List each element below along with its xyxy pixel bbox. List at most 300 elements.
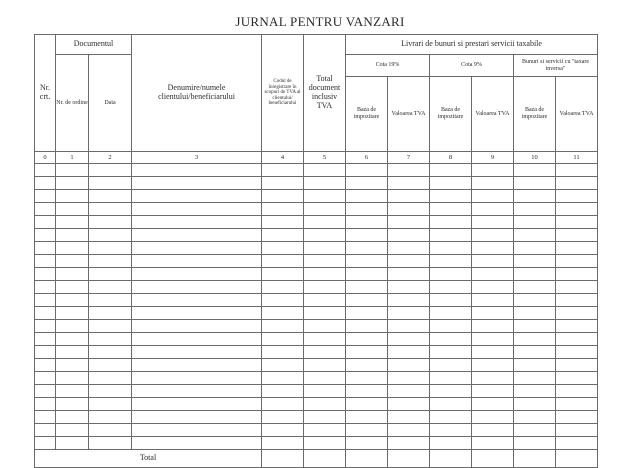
table-cell[interactable] (304, 164, 346, 177)
table-cell[interactable] (472, 242, 514, 255)
table-cell[interactable] (132, 229, 262, 242)
table-cell[interactable] (514, 281, 556, 294)
table-cell[interactable] (388, 307, 430, 320)
table-cell[interactable] (346, 437, 388, 450)
table-cell[interactable] (56, 333, 89, 346)
table-cell[interactable] (430, 333, 472, 346)
table-cell[interactable] (472, 177, 514, 190)
table-cell[interactable] (132, 255, 262, 268)
table-cell[interactable] (514, 346, 556, 359)
table-cell[interactable] (556, 164, 598, 177)
table-cell[interactable] (346, 385, 388, 398)
table-cell[interactable] (388, 268, 430, 281)
table-cell[interactable] (35, 307, 56, 320)
table-cell[interactable] (430, 177, 472, 190)
table-cell[interactable] (304, 372, 346, 385)
table-cell[interactable] (514, 242, 556, 255)
table-cell[interactable] (556, 385, 598, 398)
table-cell[interactable] (346, 229, 388, 242)
table-cell[interactable] (472, 216, 514, 229)
table-cell[interactable] (89, 229, 132, 242)
column-number: 2 (89, 152, 132, 164)
table-cell[interactable] (89, 372, 132, 385)
table-cell[interactable] (388, 320, 430, 333)
table-cell[interactable] (56, 164, 89, 177)
table-cell[interactable] (35, 164, 56, 177)
table-cell[interactable] (56, 307, 89, 320)
table-cell[interactable] (430, 320, 472, 333)
table-cell[interactable] (472, 372, 514, 385)
table-cell[interactable] (304, 294, 346, 307)
table-cell[interactable] (35, 216, 56, 229)
table-cell[interactable] (89, 294, 132, 307)
table-cell[interactable] (304, 359, 346, 372)
table-cell[interactable] (89, 177, 132, 190)
table-cell[interactable] (56, 385, 89, 398)
table-cell[interactable] (514, 268, 556, 281)
table-cell[interactable] (430, 281, 472, 294)
table-cell[interactable] (56, 424, 89, 437)
table-cell[interactable] (472, 307, 514, 320)
table-cell[interactable] (556, 307, 598, 320)
table-cell[interactable] (388, 294, 430, 307)
table-cell[interactable] (346, 255, 388, 268)
table-cell[interactable] (472, 333, 514, 346)
table-cell[interactable] (346, 190, 388, 203)
table-cell[interactable] (556, 372, 598, 385)
table-cell[interactable] (388, 385, 430, 398)
table-cell[interactable] (132, 164, 262, 177)
table-cell[interactable] (35, 411, 56, 424)
table-row (35, 411, 598, 424)
header-denumire-client: Denumire/numele clientului/beneficiarului (132, 35, 262, 152)
table-cell[interactable] (262, 411, 304, 424)
table-cell[interactable] (304, 190, 346, 203)
table-cell[interactable] (556, 203, 598, 216)
table-cell[interactable] (514, 385, 556, 398)
column-number: 6 (346, 152, 388, 164)
table-cell[interactable] (262, 437, 304, 450)
table-cell[interactable] (472, 346, 514, 359)
table-cell[interactable] (35, 346, 56, 359)
header-baza-impozitare: Baza de impozitare (430, 77, 472, 152)
table-cell[interactable] (388, 411, 430, 424)
table-cell[interactable] (472, 164, 514, 177)
table-cell[interactable] (132, 203, 262, 216)
table-cell[interactable] (35, 359, 56, 372)
table-cell[interactable] (430, 268, 472, 281)
table-cell[interactable] (132, 346, 262, 359)
total-cell[interactable] (304, 450, 346, 468)
table-cell[interactable] (56, 398, 89, 411)
table-cell[interactable] (514, 307, 556, 320)
table-cell[interactable] (514, 437, 556, 450)
column-number: 8 (430, 152, 472, 164)
table-cell[interactable] (388, 372, 430, 385)
table-cell[interactable] (132, 242, 262, 255)
table-cell[interactable] (35, 229, 56, 242)
table-cell[interactable] (430, 294, 472, 307)
table-cell[interactable] (304, 333, 346, 346)
table-cell[interactable] (388, 216, 430, 229)
table-cell[interactable] (472, 203, 514, 216)
table-cell[interactable] (262, 229, 304, 242)
table-row (35, 242, 598, 255)
table-cell[interactable] (132, 333, 262, 346)
table-row (35, 424, 598, 437)
table-cell[interactable] (304, 385, 346, 398)
header-documentul: Documentul (56, 35, 132, 55)
table-cell[interactable] (346, 294, 388, 307)
table-cell[interactable] (472, 320, 514, 333)
table-cell[interactable] (472, 398, 514, 411)
table-cell[interactable] (304, 424, 346, 437)
table-cell[interactable] (388, 437, 430, 450)
table-cell[interactable] (132, 437, 262, 450)
table-cell[interactable] (132, 320, 262, 333)
table-cell[interactable] (388, 203, 430, 216)
table-cell[interactable] (472, 437, 514, 450)
table-cell[interactable] (132, 268, 262, 281)
column-number-row (35, 152, 598, 164)
table-row (35, 177, 598, 190)
table-cell[interactable] (346, 320, 388, 333)
table-cell[interactable] (132, 216, 262, 229)
table-cell[interactable] (304, 307, 346, 320)
table-cell[interactable] (514, 229, 556, 242)
table-cell[interactable] (388, 281, 430, 294)
table-cell[interactable] (346, 268, 388, 281)
total-cell[interactable] (556, 450, 598, 468)
table-cell[interactable] (35, 294, 56, 307)
table-cell[interactable] (472, 294, 514, 307)
table-cell[interactable] (132, 294, 262, 307)
table-cell[interactable] (346, 398, 388, 411)
table-cell[interactable] (89, 268, 132, 281)
table-cell[interactable] (430, 411, 472, 424)
table-cell[interactable] (35, 268, 56, 281)
table-cell[interactable] (35, 281, 56, 294)
table-cell[interactable] (556, 359, 598, 372)
table-cell[interactable] (430, 190, 472, 203)
table-cell[interactable] (514, 411, 556, 424)
table-row (35, 333, 598, 346)
table-cell[interactable] (388, 424, 430, 437)
table-cell[interactable] (56, 372, 89, 385)
table-cell[interactable] (472, 411, 514, 424)
table-cell[interactable] (56, 268, 89, 281)
total-cell[interactable] (388, 450, 430, 468)
table-cell[interactable] (304, 398, 346, 411)
header-cod-tva: Codul de înregistrare în scopuri de TVA al clientului/ beneficiarului (262, 35, 304, 152)
table-cell[interactable] (89, 424, 132, 437)
column-number: 3 (132, 152, 262, 164)
table-cell[interactable] (472, 229, 514, 242)
header-livrari-taxabile: Livrari de bunuri si prestari servicii taxabile (346, 35, 598, 55)
table-cell[interactable] (556, 424, 598, 437)
table-cell[interactable] (132, 359, 262, 372)
table-cell[interactable] (56, 281, 89, 294)
total-cell[interactable] (346, 450, 388, 468)
table-cell[interactable] (304, 320, 346, 333)
table-cell[interactable] (35, 333, 56, 346)
table-cell[interactable] (35, 203, 56, 216)
table-cell[interactable] (35, 255, 56, 268)
table-cell[interactable] (56, 242, 89, 255)
table-cell[interactable] (89, 411, 132, 424)
table-cell[interactable] (388, 164, 430, 177)
table-cell[interactable] (388, 229, 430, 242)
table-cell[interactable] (472, 281, 514, 294)
column-number: 11 (556, 152, 598, 164)
table-cell[interactable] (35, 372, 56, 385)
table-cell[interactable] (346, 164, 388, 177)
table-cell[interactable] (346, 333, 388, 346)
column-number: 4 (262, 152, 304, 164)
table-cell[interactable] (304, 268, 346, 281)
table-cell[interactable] (346, 372, 388, 385)
table-cell[interactable] (132, 281, 262, 294)
table-cell[interactable] (89, 437, 132, 450)
table-cell[interactable] (35, 424, 56, 437)
table-cell[interactable] (556, 294, 598, 307)
table-cell[interactable] (56, 255, 89, 268)
table-cell[interactable] (304, 216, 346, 229)
table-cell[interactable] (556, 437, 598, 450)
table-cell[interactable] (346, 177, 388, 190)
table-cell[interactable] (56, 359, 89, 372)
table-cell[interactable] (35, 385, 56, 398)
table-cell[interactable] (304, 177, 346, 190)
table-row (35, 281, 598, 294)
table-cell[interactable] (346, 359, 388, 372)
table-cell[interactable] (430, 424, 472, 437)
table-cell[interactable] (430, 203, 472, 216)
table-cell[interactable] (262, 242, 304, 255)
table-cell[interactable] (430, 346, 472, 359)
table-cell[interactable] (430, 164, 472, 177)
table-cell[interactable] (35, 320, 56, 333)
table-cell[interactable] (89, 164, 132, 177)
table-cell[interactable] (304, 203, 346, 216)
table-cell[interactable] (262, 333, 304, 346)
table-cell[interactable] (132, 177, 262, 190)
table-cell[interactable] (89, 333, 132, 346)
table-cell[interactable] (56, 177, 89, 190)
table-cell[interactable] (430, 216, 472, 229)
table-cell[interactable] (262, 372, 304, 385)
table-cell[interactable] (514, 333, 556, 346)
table-cell[interactable] (514, 372, 556, 385)
table-cell[interactable] (346, 346, 388, 359)
table-cell[interactable] (472, 255, 514, 268)
table-cell[interactable] (89, 255, 132, 268)
table-cell[interactable] (35, 437, 56, 450)
table-cell[interactable] (556, 398, 598, 411)
table-cell[interactable] (304, 411, 346, 424)
table-cell[interactable] (472, 359, 514, 372)
table-cell[interactable] (556, 190, 598, 203)
table-cell[interactable] (388, 255, 430, 268)
table-cell[interactable] (262, 216, 304, 229)
table-cell[interactable] (89, 346, 132, 359)
table-cell[interactable] (388, 346, 430, 359)
table-cell[interactable] (346, 242, 388, 255)
table-cell[interactable] (89, 307, 132, 320)
table-cell[interactable] (132, 385, 262, 398)
table-row (35, 229, 598, 242)
table-cell[interactable] (556, 242, 598, 255)
table-cell[interactable] (430, 372, 472, 385)
table-cell[interactable] (89, 216, 132, 229)
table-cell[interactable] (556, 216, 598, 229)
table-cell[interactable] (514, 164, 556, 177)
table-cell[interactable] (472, 190, 514, 203)
table-cell[interactable] (556, 320, 598, 333)
table-cell[interactable] (304, 242, 346, 255)
table-cell[interactable] (56, 411, 89, 424)
header-baza-impozitare: Baza de impozitare (514, 77, 556, 152)
table-row (35, 346, 598, 359)
table-row (35, 203, 598, 216)
table-cell[interactable] (556, 255, 598, 268)
table-cell[interactable] (556, 268, 598, 281)
table-cell[interactable] (472, 424, 514, 437)
column-number: 10 (514, 152, 556, 164)
table-cell[interactable] (556, 333, 598, 346)
table-cell[interactable] (304, 229, 346, 242)
table-cell[interactable] (430, 242, 472, 255)
table-cell[interactable] (262, 164, 304, 177)
table-cell[interactable] (262, 255, 304, 268)
table-cell[interactable] (262, 346, 304, 359)
table-cell[interactable] (56, 320, 89, 333)
table-row (35, 320, 598, 333)
header-taxare-inversa: Bunuri si servicii cu "taxare inversa" (514, 55, 598, 77)
table-cell[interactable] (430, 398, 472, 411)
table-cell[interactable] (89, 190, 132, 203)
table-cell[interactable] (514, 320, 556, 333)
table-cell[interactable] (304, 437, 346, 450)
table-cell[interactable] (89, 385, 132, 398)
table-cell[interactable] (514, 424, 556, 437)
table-cell[interactable] (346, 281, 388, 294)
table-cell[interactable] (132, 398, 262, 411)
table-cell[interactable] (304, 255, 346, 268)
table-cell[interactable] (430, 437, 472, 450)
table-cell[interactable] (514, 203, 556, 216)
table-cell[interactable] (56, 216, 89, 229)
table-cell[interactable] (132, 372, 262, 385)
table-cell[interactable] (262, 268, 304, 281)
table-cell[interactable] (262, 424, 304, 437)
table-cell[interactable] (514, 190, 556, 203)
table-cell[interactable] (89, 359, 132, 372)
table-cell[interactable] (304, 281, 346, 294)
table-cell[interactable] (430, 229, 472, 242)
table-cell[interactable] (472, 385, 514, 398)
table-cell[interactable] (132, 411, 262, 424)
table-cell[interactable] (89, 398, 132, 411)
table-cell[interactable] (388, 242, 430, 255)
table-cell[interactable] (35, 190, 56, 203)
table-cell[interactable] (388, 333, 430, 346)
table-cell[interactable] (346, 307, 388, 320)
table-cell[interactable] (346, 424, 388, 437)
table-cell[interactable] (430, 359, 472, 372)
table-cell[interactable] (514, 359, 556, 372)
table-cell[interactable] (35, 398, 56, 411)
table-cell[interactable] (56, 203, 89, 216)
total-cell[interactable] (430, 450, 472, 468)
table-cell[interactable] (132, 424, 262, 437)
table-cell[interactable] (132, 190, 262, 203)
table-cell[interactable] (346, 411, 388, 424)
table-cell[interactable] (262, 385, 304, 398)
table-cell[interactable] (430, 385, 472, 398)
table-cell[interactable] (388, 177, 430, 190)
table-cell[interactable] (346, 203, 388, 216)
table-cell[interactable] (89, 281, 132, 294)
table-cell[interactable] (56, 346, 89, 359)
table-cell[interactable] (262, 281, 304, 294)
table-cell[interactable] (430, 307, 472, 320)
total-cell[interactable] (262, 450, 304, 468)
table-cell[interactable] (262, 190, 304, 203)
total-cell[interactable] (514, 450, 556, 468)
table-cell[interactable] (35, 177, 56, 190)
table-cell[interactable] (556, 177, 598, 190)
header-baza-impozitare: Baza de impozitare (346, 77, 388, 152)
table-cell[interactable] (132, 307, 262, 320)
total-cell[interactable] (472, 450, 514, 468)
table-cell[interactable] (56, 190, 89, 203)
table-cell[interactable] (388, 398, 430, 411)
table-cell[interactable] (262, 320, 304, 333)
table-row (35, 372, 598, 385)
table-cell[interactable] (89, 320, 132, 333)
table-cell[interactable] (514, 255, 556, 268)
table-cell[interactable] (346, 216, 388, 229)
header-valoarea-tva: Valoarea TVA (388, 77, 430, 152)
table-cell[interactable] (262, 307, 304, 320)
table-cell[interactable] (262, 294, 304, 307)
table-cell[interactable] (514, 294, 556, 307)
table-cell[interactable] (262, 203, 304, 216)
table-cell[interactable] (262, 177, 304, 190)
table-cell[interactable] (514, 216, 556, 229)
table-cell[interactable] (35, 242, 56, 255)
table-cell[interactable] (472, 268, 514, 281)
table-cell[interactable] (262, 359, 304, 372)
table-cell[interactable] (430, 255, 472, 268)
table-cell[interactable] (56, 229, 89, 242)
table-cell[interactable] (556, 281, 598, 294)
table-cell[interactable] (89, 242, 132, 255)
table-cell[interactable] (556, 229, 598, 242)
table-cell[interactable] (89, 203, 132, 216)
table-cell[interactable] (514, 398, 556, 411)
table-cell[interactable] (556, 346, 598, 359)
table-cell[interactable] (56, 294, 89, 307)
table-cell[interactable] (556, 411, 598, 424)
table-cell[interactable] (388, 190, 430, 203)
table-cell[interactable] (388, 359, 430, 372)
table-cell[interactable] (56, 437, 89, 450)
table-cell[interactable] (514, 177, 556, 190)
table-cell[interactable] (262, 398, 304, 411)
table-cell[interactable] (304, 346, 346, 359)
